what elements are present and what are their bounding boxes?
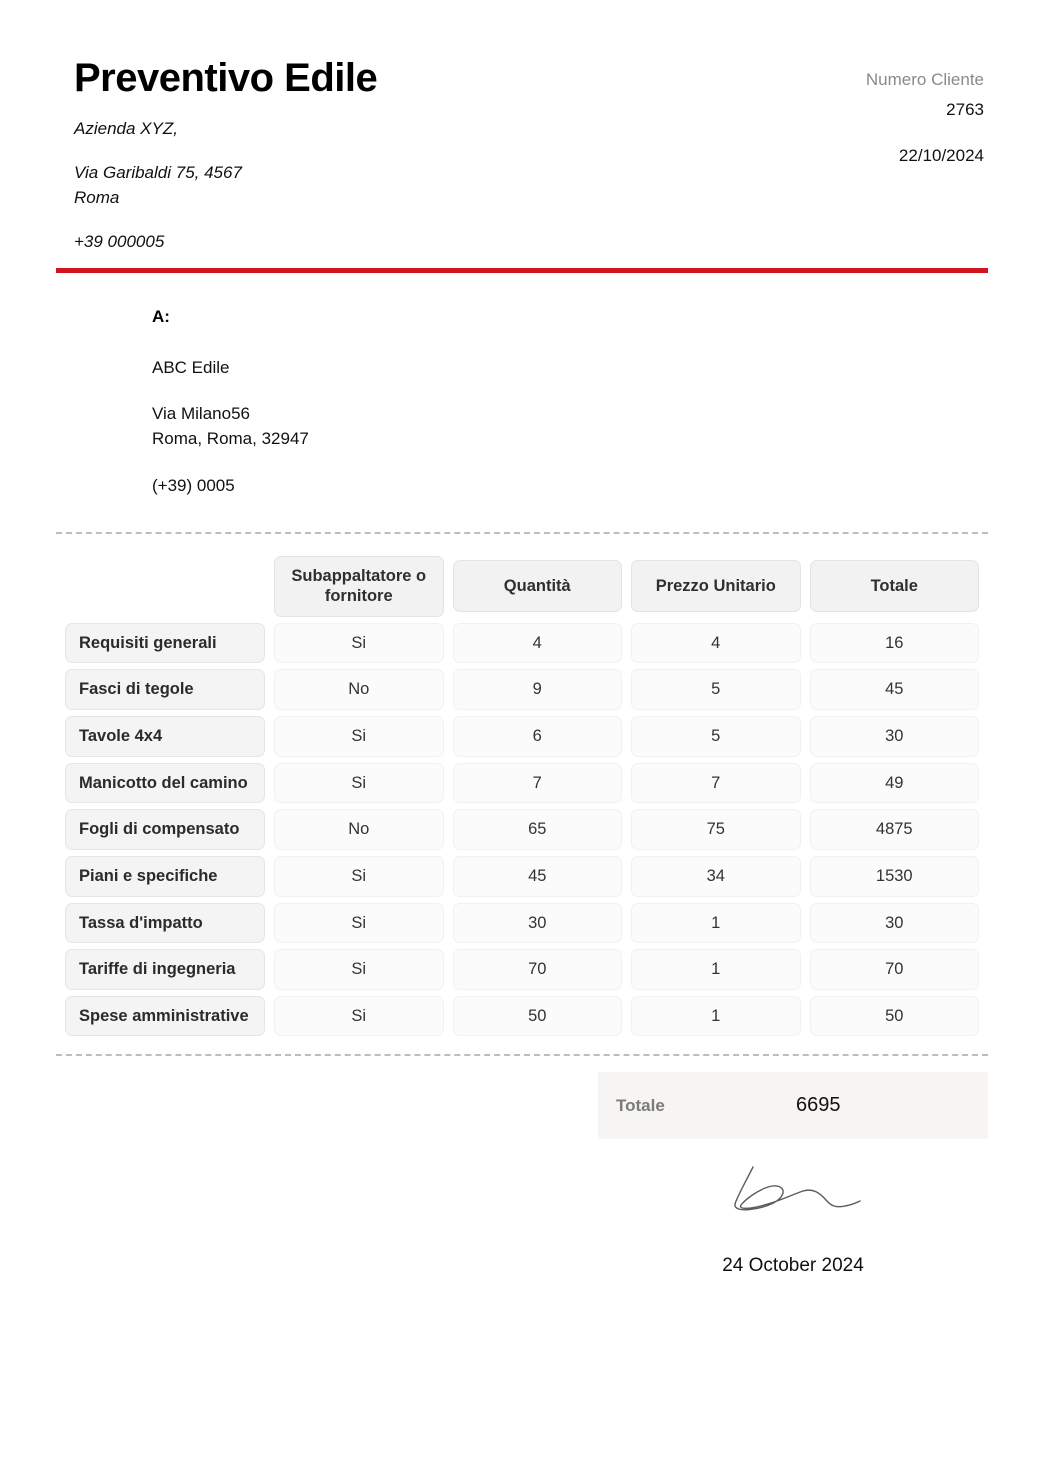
cell-unit-price xyxy=(631,949,801,990)
signature-section xyxy=(598,1157,988,1277)
cell-unit-price xyxy=(631,856,801,897)
cell-total xyxy=(810,716,980,757)
table-row xyxy=(65,669,979,710)
table-header-quantity xyxy=(453,556,623,617)
cell-subcontractor-text: Si xyxy=(274,623,444,664)
cell-subcontractor-text: Si xyxy=(274,856,444,897)
table-header-unit-price-label: Prezzo Unitario xyxy=(631,560,801,612)
table-header-unit-price xyxy=(631,556,801,617)
cell-item-text: Tassa d'impatto xyxy=(65,903,265,944)
cell-total-text: 4875 xyxy=(810,809,980,850)
cell-total xyxy=(810,623,980,664)
totals-section xyxy=(56,1072,988,1139)
sender-block xyxy=(56,56,377,252)
cell-subcontractor-text: Si xyxy=(274,903,444,944)
sender-address-line1: Via Garibaldi 75, 4567 xyxy=(74,163,242,182)
table-header-subcontractor-label: Subappaltatore o fornitore xyxy=(274,556,444,617)
cell-item-text: Tavole 4x4 xyxy=(65,716,265,757)
table-row xyxy=(65,996,979,1037)
table-header-row xyxy=(65,556,979,617)
cell-unit-price-text: 1 xyxy=(631,949,801,990)
table-header-blank xyxy=(65,556,265,617)
cell-unit-price-text: 1 xyxy=(631,903,801,944)
cell-total xyxy=(810,996,980,1037)
signature-date: 24 October 2024 xyxy=(722,1255,864,1277)
recipient-address-line1: Via Milano56 xyxy=(152,404,250,424)
cell-total xyxy=(810,949,980,990)
cell-subcontractor xyxy=(274,903,444,944)
cell-total-text: 49 xyxy=(810,763,980,804)
cell-subcontractor-text: Si xyxy=(274,716,444,757)
totals-value: 6695 xyxy=(796,1094,841,1117)
cell-subcontractor xyxy=(274,623,444,664)
cell-unit-price xyxy=(631,809,801,850)
cell-item-text: Spese amministrative xyxy=(65,996,265,1037)
cell-quantity xyxy=(453,903,623,944)
cell-unit-price xyxy=(631,623,801,664)
cell-item-text: Manicotto del camino xyxy=(65,763,265,804)
table-header-quantity-label: Quantità xyxy=(453,560,623,612)
cell-subcontractor-text: Si xyxy=(274,763,444,804)
cell-unit-price-text: 1 xyxy=(631,996,801,1037)
table-bottom-divider xyxy=(56,1054,988,1056)
cell-quantity xyxy=(453,669,623,710)
cell-subcontractor xyxy=(274,716,444,757)
table-row xyxy=(65,623,979,664)
document-date: 22/10/2024 xyxy=(898,146,984,165)
table-top-divider xyxy=(56,532,988,534)
cell-item xyxy=(65,716,265,757)
cell-total-text: 30 xyxy=(810,903,980,944)
cell-item xyxy=(65,623,265,664)
table-header-subcontractor xyxy=(274,556,444,617)
cell-item xyxy=(65,809,265,850)
cell-quantity xyxy=(453,996,623,1037)
cell-unit-price xyxy=(631,903,801,944)
recipient-phone: (+39) 0005 xyxy=(152,475,235,495)
recipient-address-line2: Roma, Roma, 32947 xyxy=(152,428,309,448)
cell-total-text: 50 xyxy=(810,996,980,1037)
cell-quantity-text: 70 xyxy=(453,949,623,990)
cell-quantity-text: 4 xyxy=(453,623,623,664)
cell-quantity xyxy=(453,716,623,757)
table-row xyxy=(65,809,979,850)
cell-item xyxy=(65,903,265,944)
cell-item xyxy=(65,996,265,1037)
cell-quantity-text: 50 xyxy=(453,996,623,1037)
recipient-address xyxy=(152,402,988,451)
cell-unit-price xyxy=(631,716,801,757)
customer-number-label: Numero Cliente xyxy=(865,70,984,89)
totals-box xyxy=(598,1072,988,1139)
accent-divider xyxy=(56,268,988,273)
cell-quantity xyxy=(453,856,623,897)
page-title: Preventivo Edile xyxy=(74,56,378,100)
cell-total-text: 30 xyxy=(810,716,980,757)
sender-company: Azienda XYZ, xyxy=(74,119,178,138)
table-row xyxy=(65,856,979,897)
cell-unit-price xyxy=(631,763,801,804)
cell-total xyxy=(810,763,980,804)
cell-total-text: 16 xyxy=(810,623,980,664)
table-header-total xyxy=(810,556,980,617)
cell-total-text: 1530 xyxy=(810,856,980,897)
cell-item-text: Piani e specifiche xyxy=(65,856,265,897)
cell-quantity xyxy=(453,949,623,990)
cell-item xyxy=(65,856,265,897)
cell-quantity-text: 45 xyxy=(453,856,623,897)
table-row xyxy=(65,763,979,804)
cell-total-text: 45 xyxy=(810,669,980,710)
cell-unit-price-text: 7 xyxy=(631,763,801,804)
cell-total-text: 70 xyxy=(810,949,980,990)
table-row xyxy=(65,949,979,990)
cell-total xyxy=(810,669,980,710)
cell-subcontractor-text: Si xyxy=(274,996,444,1037)
cell-quantity-text: 7 xyxy=(453,763,623,804)
cell-quantity xyxy=(453,623,623,664)
cell-subcontractor xyxy=(274,996,444,1037)
cell-unit-price-text: 4 xyxy=(631,623,801,664)
cell-unit-price-text: 5 xyxy=(631,669,801,710)
table-row xyxy=(65,716,979,757)
cell-item xyxy=(65,669,265,710)
cell-total xyxy=(810,856,980,897)
cell-quantity-text: 6 xyxy=(453,716,623,757)
table-row xyxy=(65,903,979,944)
cell-subcontractor xyxy=(274,809,444,850)
recipient-name: ABC Edile xyxy=(152,358,230,378)
cell-item-text: Fogli di compensato xyxy=(65,809,265,850)
cell-quantity-text: 65 xyxy=(453,809,623,850)
cell-unit-price-text: 34 xyxy=(631,856,801,897)
table-body xyxy=(65,623,979,1037)
cell-quantity xyxy=(453,809,623,850)
cell-unit-price-text: 5 xyxy=(631,716,801,757)
document-meta-block xyxy=(866,56,988,166)
sender-address xyxy=(74,161,377,210)
cell-item xyxy=(65,949,265,990)
cell-subcontractor xyxy=(274,763,444,804)
cell-item-text: Tariffe di ingegneria xyxy=(65,949,265,990)
table-header-total-label: Totale xyxy=(810,560,980,612)
recipient-block xyxy=(56,307,988,495)
cell-item-text: Fasci di tegole xyxy=(65,669,265,710)
cell-subcontractor xyxy=(274,669,444,710)
cell-subcontractor xyxy=(274,856,444,897)
customer-number-value: 2763 xyxy=(946,100,984,119)
cell-item xyxy=(65,763,265,804)
cell-subcontractor-text: No xyxy=(274,669,444,710)
cell-subcontractor-text: Si xyxy=(274,949,444,990)
cell-unit-price xyxy=(631,996,801,1037)
cell-total xyxy=(810,903,980,944)
cell-subcontractor xyxy=(274,949,444,990)
recipient-label: A: xyxy=(152,307,170,327)
totals-label: Totale xyxy=(616,1095,665,1115)
sender-phone: +39 000005 xyxy=(74,232,165,252)
cell-unit-price-text: 75 xyxy=(631,809,801,850)
document-header xyxy=(56,0,988,252)
handwritten-signature-icon xyxy=(723,1157,863,1229)
cell-unit-price xyxy=(631,669,801,710)
cell-subcontractor-text: No xyxy=(274,809,444,850)
cell-quantity xyxy=(453,763,623,804)
cell-total xyxy=(810,809,980,850)
line-items-table xyxy=(56,550,988,1043)
cell-quantity-text: 30 xyxy=(453,903,623,944)
cell-item-text: Requisiti generali xyxy=(65,623,265,664)
cell-quantity-text: 9 xyxy=(453,669,623,710)
sender-address-line2: Roma xyxy=(74,187,120,207)
